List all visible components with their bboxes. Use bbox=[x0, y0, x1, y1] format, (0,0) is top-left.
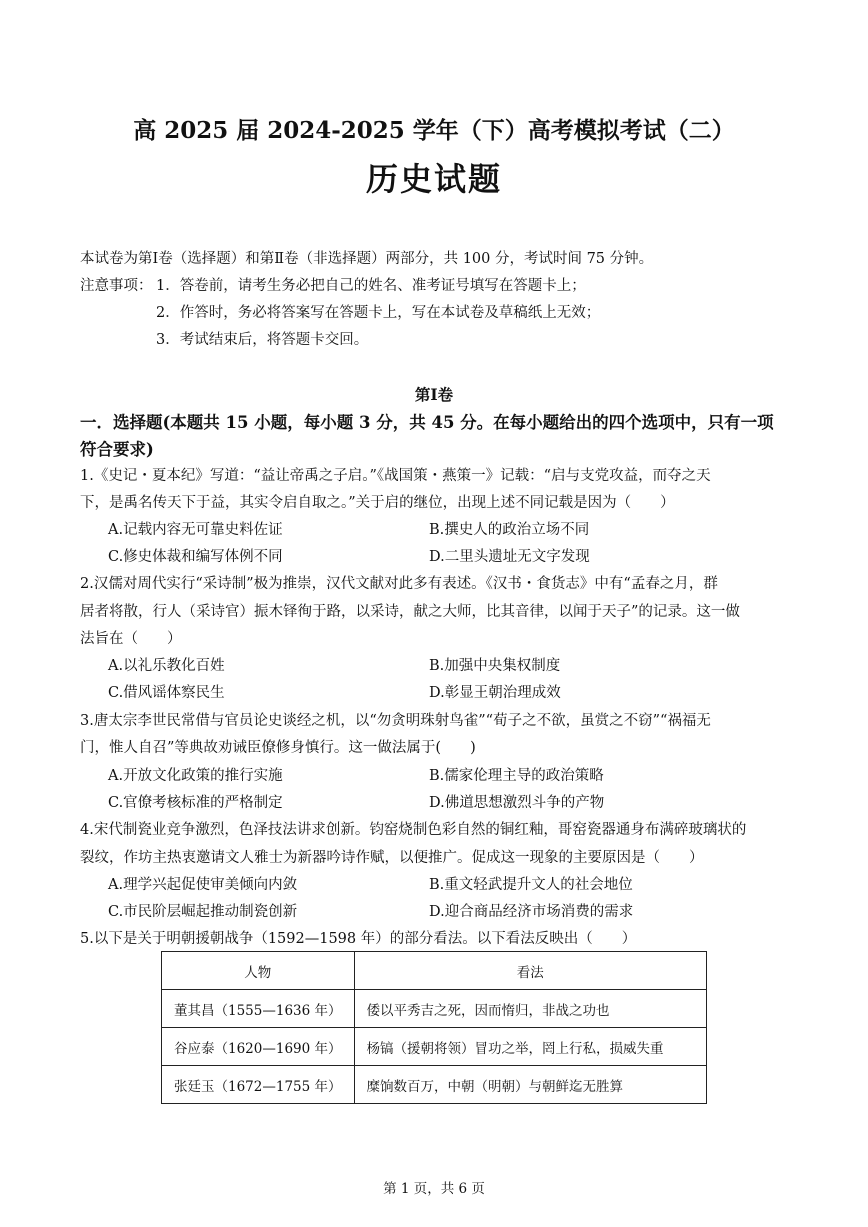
table-cell-person: 张廷玉（1672—1755 年） bbox=[162, 1066, 355, 1104]
question-3-text: 3.唐太宗李世民常借与官员论史谈经之机，以“勿贪明珠射鸟雀”“荀子之不欲，虽赏之不窃”“祸福无 bbox=[80, 713, 711, 729]
question-4-option-a: A.理学兴起促使审美倾向内敛 bbox=[108, 877, 298, 893]
exam-title: 高 2025 届 2024-2025 学年（下）高考模拟考试（二） bbox=[133, 117, 735, 144]
question-1-option-a: A.记载内容无可靠史料佐证 bbox=[108, 522, 283, 538]
table-header-row bbox=[162, 952, 707, 990]
question-3-text-cont: 门，惟人自召”等典故劝诫臣僚修身慎行。这一做法属于( ) bbox=[80, 740, 476, 756]
question-1-text-cont: 下，是禹名传天下于益，其实令启自取之。”关于启的继位，出现上述不同记载是因为（ ） bbox=[80, 495, 675, 511]
question-1-option-d: D.二里头遗址无文字发现 bbox=[429, 549, 590, 565]
question-2-option-a: A.以礼乐教化百姓 bbox=[108, 658, 225, 674]
section-heading-cont: 符合要求) bbox=[80, 440, 154, 459]
subject-title: 历史试题 bbox=[365, 160, 502, 198]
question-2-text-cont: 居者将散，行人（采诗官）振木铎徇于路，以采诗，献之大师，比其音律，以闻于天子”的记录。这一做 bbox=[80, 604, 740, 620]
question-3-option-a: A.开放文化政策的推行实施 bbox=[108, 768, 283, 784]
table-cell-view: 倭以平秀吉之死，因而惰归，非战之功也 bbox=[354, 990, 706, 1028]
note-item: 2．作答时，务必将答案写在答题卡上，写在本试卷及草稿纸上无效； bbox=[156, 305, 601, 321]
note-item: 1．答卷前，请考生务必把自己的姓名、准考证号填写在答题卡上； bbox=[156, 278, 586, 294]
question-3-option-b: B.儒家伦理主导的政治策略 bbox=[429, 768, 604, 784]
table-cell-person: 谷应泰（1620—1690 年） bbox=[162, 1028, 355, 1066]
question-2-text-cont: 法旨在（ ） bbox=[80, 631, 182, 647]
question-3-option-d: D.佛道思想激烈斗争的产物 bbox=[429, 795, 605, 811]
section-heading: 一．选择题(本题共 15 小题，每小题 3 分，共 45 分。在每小题给出的四个选项中，只有一项 bbox=[80, 413, 774, 432]
question-5-text: 5.以下是关于明朝援朝战争（1592—1598 年）的部分看法。以下看法反映出（ ） bbox=[80, 931, 637, 947]
question-4-option-b: B.重文轻武提升文人的社会地位 bbox=[429, 877, 633, 893]
opinions-table bbox=[161, 951, 707, 1104]
notes-label: 注意事项： bbox=[80, 278, 153, 294]
question-1-option-b: B.撰史人的政治立场不同 bbox=[429, 522, 590, 538]
table-row bbox=[162, 1028, 707, 1066]
table-row bbox=[162, 1066, 707, 1104]
table-row bbox=[162, 990, 707, 1028]
table-cell-view: 杨镐（援朝将领）冒功之举，罔上行私，损威失重 bbox=[354, 1028, 706, 1066]
question-4-text-cont: 裂纹，作坊主热衷邀请文人雅士为新器吟诗作赋，以便推广。促成这一现象的主要原因是（ ） bbox=[80, 850, 704, 866]
question-4-option-c: C.市民阶层崛起推动制瓷创新 bbox=[108, 904, 298, 920]
question-2-text: 2.汉儒对周代实行“采诗制”极为推崇，汉代文献对此多有表述。《汉书・食货志》中有“孟春之月，群 bbox=[80, 576, 718, 592]
question-1-text: 1.《史记・夏本纪》写道：“益让帝禹之子启。”《战国策・燕策一》记载：“启与支党攻益，而夺之天 bbox=[80, 468, 711, 484]
note-item: 3．考试结束后，将答题卡交回。 bbox=[156, 332, 369, 348]
section-title: 第Ⅰ卷 bbox=[414, 385, 454, 404]
question-2-option-b: B.加强中央集权制度 bbox=[429, 658, 561, 674]
table-header-cell: 人物 bbox=[162, 952, 355, 990]
table-cell-person: 董其昌（1555—1636 年） bbox=[162, 990, 355, 1028]
question-1-option-c: C.修史体裁和编写体例不同 bbox=[108, 549, 283, 565]
table-cell-view: 糜饷数百万，中朝（明朝）与朝鲜迄无胜算 bbox=[354, 1066, 706, 1104]
exam-intro: 本试卷为第Ⅰ卷（选择题）和第Ⅱ卷（非选择题）两部分，共 100 分，考试时间 75 分钟。 bbox=[80, 251, 654, 267]
question-4-text: 4.宋代制瓷业竞争激烈，色泽技法讲求创新。钧窑烧制色彩自然的铜红釉，哥窑瓷器通身布满碎玻璃状的 bbox=[80, 822, 747, 838]
question-3-option-c: C.官僚考核标准的严格制定 bbox=[108, 795, 283, 811]
question-2-option-c: C.借风谣体察民生 bbox=[108, 685, 225, 701]
question-2-option-d: D.彰显王朝治理成效 bbox=[429, 685, 561, 701]
question-4-option-d: D.迎合商品经济市场消费的需求 bbox=[429, 904, 634, 920]
table-header-cell: 看法 bbox=[354, 952, 706, 990]
page-number: 第 1 页，共 6 页 bbox=[383, 1181, 485, 1197]
